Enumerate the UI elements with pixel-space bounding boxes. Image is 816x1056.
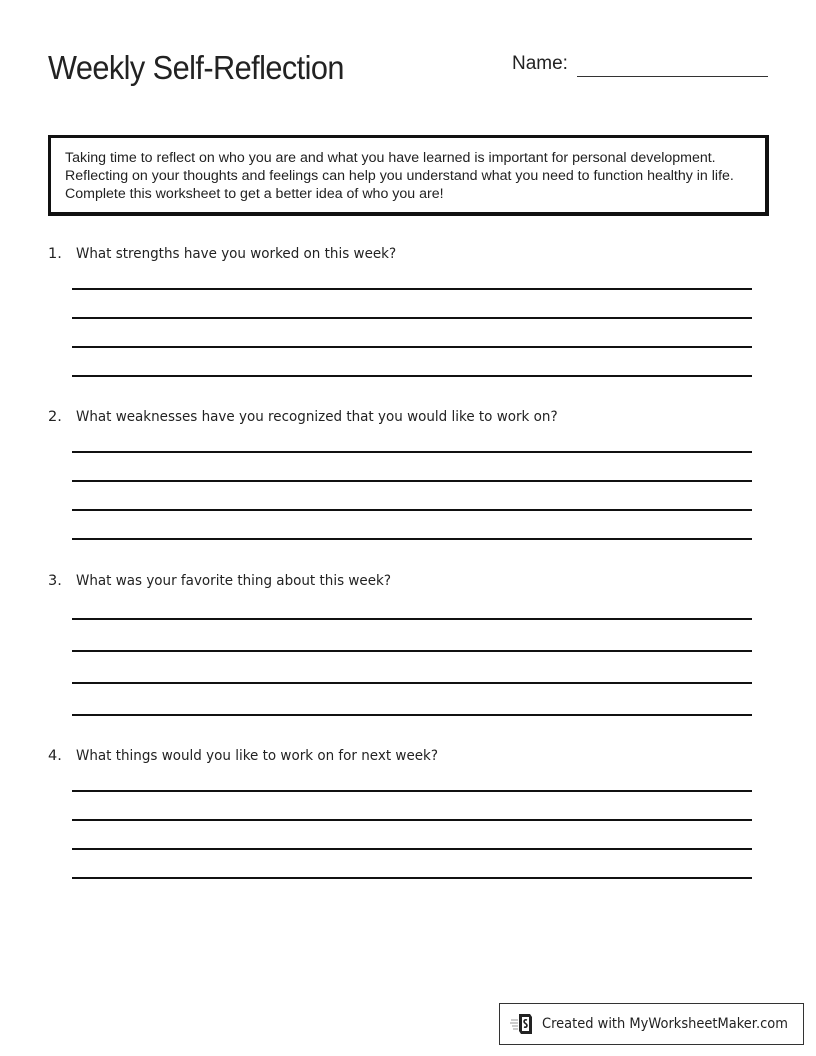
answer-line[interactable] (72, 288, 752, 290)
question-text: What things would you like to work on for next week? (76, 748, 439, 764)
footer-text: Created with MyWorksheetMaker.com (542, 1016, 788, 1032)
answer-line[interactable] (72, 682, 752, 684)
answer-line[interactable] (72, 618, 752, 620)
answer-line[interactable] (72, 480, 752, 482)
answer-line[interactable] (72, 538, 752, 540)
answer-line[interactable] (72, 848, 752, 850)
footer-badge[interactable] (499, 1003, 804, 1045)
page-title: Weekly Self-Reflection (48, 49, 344, 86)
answer-line[interactable] (72, 375, 752, 377)
question-text: What was your favorite thing about this week? (76, 573, 391, 589)
question-number: 2. (48, 409, 62, 425)
question-number: 3. (48, 573, 62, 589)
question-text: What weaknesses have you recognized that you would like to work on? (76, 409, 558, 425)
answer-line[interactable] (72, 714, 752, 716)
question-number: 1. (48, 246, 62, 262)
answer-line[interactable] (72, 650, 752, 652)
name-label: Name: (512, 53, 568, 74)
intro-text: Taking time to reflect on who you are and what you have learned is important for personal development. Reflecting on your thoughts and feelings can help you understand what you need to function healthy in life. Complete this worksheet to get a better idea of who you are! (65, 150, 734, 202)
intro-box (48, 135, 769, 216)
answer-line[interactable] (72, 877, 752, 879)
worksheet-maker-logo-icon (510, 1011, 536, 1037)
name-field[interactable] (577, 76, 768, 77)
question-text: What strengths have you worked on this week? (76, 246, 397, 262)
answer-line[interactable] (72, 317, 752, 319)
answer-line[interactable] (72, 346, 752, 348)
answer-line[interactable] (72, 819, 752, 821)
answer-line[interactable] (72, 509, 752, 511)
answer-line[interactable] (72, 451, 752, 453)
answer-line[interactable] (72, 790, 752, 792)
question-number: 4. (48, 748, 62, 764)
